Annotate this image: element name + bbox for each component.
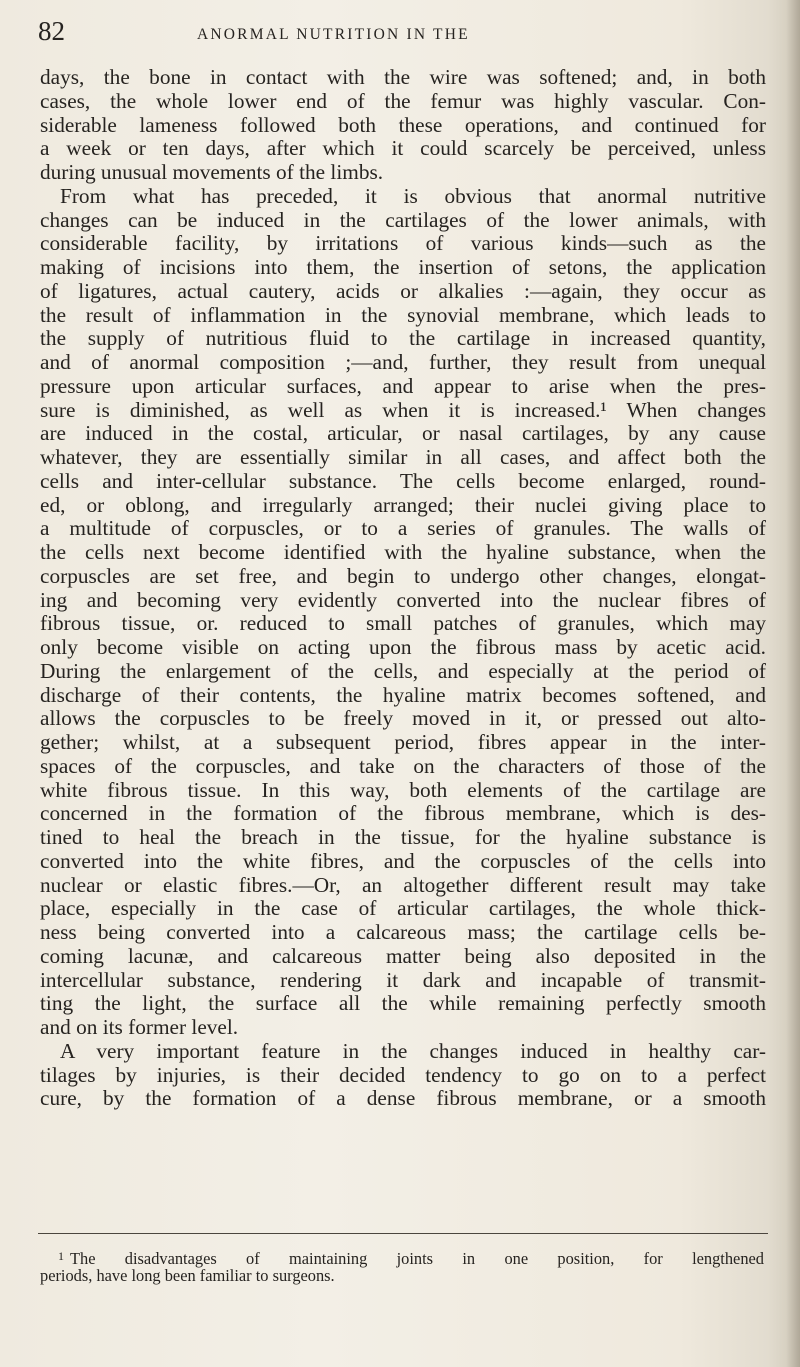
text-line: corpuscles are set free, and begin to undergo other changes, elongat- bbox=[40, 563, 766, 588]
text-line: tilages by injuries, is their decided tendency to go on to a perfect bbox=[40, 1062, 766, 1087]
text-line: cure, by the formation of a dense fibrous membrane, or a smooth bbox=[40, 1086, 766, 1111]
footnote bbox=[40, 1246, 764, 1286]
text-line: and of anormal composition ;—and, further, they result from unequal bbox=[40, 350, 766, 374]
text-line: allows the corpuscles to be freely moved in it, or pressed out alto- bbox=[40, 706, 766, 731]
text-line: gether; whilst, at a subsequent period, fibres appear in the inter- bbox=[40, 730, 766, 754]
text-line: and on its former level. bbox=[40, 1015, 239, 1039]
text-line: fibrous tissue, or. reduced to small patches of granules, which may bbox=[40, 611, 766, 636]
text-line: cells and inter-cellular substance. The cells become enlarged, round- bbox=[40, 468, 766, 493]
text-line: From what has preceded, it is obvious that anormal nutritive bbox=[60, 183, 766, 208]
text-line: place, especially in the case of articular cartilages, the whole thick- bbox=[40, 896, 766, 921]
text-line: of ligatures, actual cautery, acids or alkalies :—again, they occur as bbox=[40, 278, 766, 303]
text-line: nuclear or elastic fibres.—Or, an altogether different result may take bbox=[40, 872, 766, 897]
text-line: discharge of their contents, the hyaline matrix becomes softened, and bbox=[40, 682, 766, 707]
text-line: coming lacunæ, and calcareous matter being also deposited in the bbox=[40, 943, 766, 968]
text-line: days, the bone in contact with the wire was softened; and, in both bbox=[40, 65, 766, 89]
body-text bbox=[40, 66, 766, 1111]
running-title: ANORMAL NUTRITION IN THE bbox=[197, 26, 470, 43]
text-line: ed, or oblong, and irregularly arranged; their nuclei giving place to bbox=[40, 492, 766, 517]
text-line: spaces of the corpuscles, and take on the characters of those of the bbox=[40, 753, 766, 778]
text-line: pressure upon articular surfaces, and appear to arise when the pres- bbox=[40, 373, 766, 398]
text-line: a week or ten days, after which it could scarcely be perceived, unless bbox=[40, 136, 766, 161]
text-line: During the enlargement of the cells, and especially at the period of bbox=[40, 658, 766, 683]
footnote-line bbox=[40, 1246, 764, 1266]
page-number: 82 bbox=[38, 16, 65, 46]
text-line: whatever, they are essentially similar in all cases, and affect both the bbox=[40, 445, 766, 469]
text-line: the supply of nutritious fluid to the cartilage in increased quantity, bbox=[40, 326, 766, 351]
footnote-divider bbox=[38, 1233, 768, 1234]
text-line: the result of inflammation in the synovial membrane, which leads to bbox=[40, 302, 766, 327]
text-line: A very important feature in the changes induced in healthy car- bbox=[60, 1038, 766, 1063]
text-line: intercellular substance, rendering it dark and incapable of transmit- bbox=[40, 967, 766, 992]
text-line: are induced in the costal, articular, or nasal cartilages, by any cause bbox=[40, 421, 766, 446]
footnote-marker: 1 bbox=[58, 1249, 64, 1263]
text-line: during unusual movements of the limbs. bbox=[40, 160, 384, 184]
footnote-text: The disadvantages of maintaining joints in one position, for lengthened bbox=[70, 1249, 764, 1268]
text-line: ing and becoming very evidently converted into the nuclear fibres of bbox=[40, 587, 766, 612]
text-line: tined to heal the breach in the tissue, for the hyaline substance is bbox=[40, 825, 766, 849]
text-line: converted into the white fibres, and the corpuscles of the cells into bbox=[40, 848, 766, 873]
text-line: concerned in the formation of the fibrous membrane, which is des- bbox=[40, 801, 766, 826]
text-line: ness being converted into a calcareous mass; the cartilage cells be- bbox=[40, 920, 766, 944]
text-line: only become visible on acting upon the fibrous mass by acetic acid. bbox=[40, 635, 766, 659]
footnote-line: periods, have long been familiar to surgeons. bbox=[40, 1266, 335, 1285]
text-line: a multitude of corpuscles, or to a series of granules. The walls of bbox=[40, 516, 766, 541]
text-line: siderable lameness followed both these operations, and continued for bbox=[40, 112, 766, 137]
text-line: changes can be induced in the cartilages of the lower animals, with bbox=[40, 207, 766, 232]
page-edge-shadow bbox=[786, 0, 800, 1367]
text-line: the cells next become identified with the hyaline substance, when the bbox=[40, 540, 766, 564]
text-line: considerable facility, by irritations of various kinds—such as the bbox=[40, 231, 766, 256]
text-line: white fibrous tissue. In this way, both elements of the cartilage are bbox=[40, 777, 766, 802]
text-line: sure is diminished, as well as when it is increased.¹ When changes bbox=[40, 397, 766, 422]
text-line: making of incisions into them, the insertion of setons, the application bbox=[40, 255, 766, 279]
text-line: ting the light, the surface all the while remaining perfectly smooth bbox=[40, 991, 766, 1016]
text-line: cases, the whole lower end of the femur was highly vascular. Con- bbox=[40, 88, 766, 113]
